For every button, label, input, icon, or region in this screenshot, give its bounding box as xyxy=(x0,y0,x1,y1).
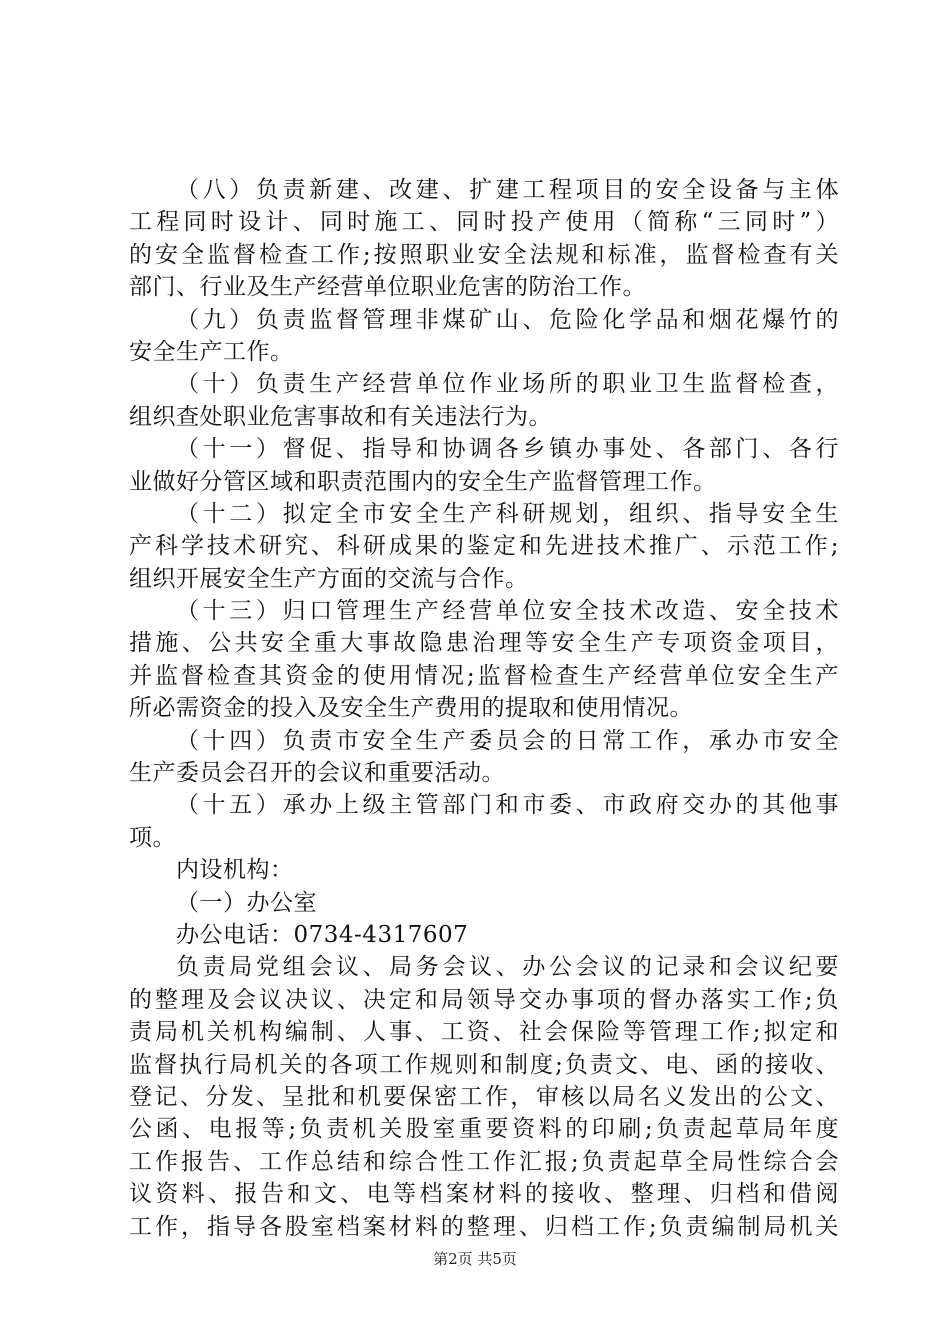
paragraph-line: （八）负责新建、改建、扩建工程项目的安全设备与主体 xyxy=(176,177,839,203)
paragraph-line: 负责局党组会议、局务会议、办公会议的记录和会议纪要 xyxy=(176,954,839,981)
paragraph-line: 工程同时设计、同时施工、同时投产使用（简称“三同时”） xyxy=(129,209,839,236)
paragraph-line: 责局机关机构编制、人事、工资、社会保险等管理工作;拟定和 xyxy=(129,1019,839,1046)
document-body xyxy=(129,174,839,1243)
paragraph-line: 并监督检查其资金的使用情况;监督检查生产经营单位安全生产 xyxy=(129,662,839,689)
paragraph-line: 措施、公共安全重大事故隐患治理等安全生产专项资金项目， xyxy=(129,630,839,657)
paragraph-line: 公函、电报等;负责机关股室重要资料的印刷;负责起草局年度 xyxy=(129,1116,839,1143)
office-phone: 办公电话：0734-4317607 xyxy=(176,921,469,948)
paragraph-line: 业做好分管区域和职责范围内的安全生产监督管理工作。 xyxy=(129,468,717,495)
paragraph-line: （九）负责监督管理非煤矿山、危险化学品和烟花爆竹的 xyxy=(176,306,839,333)
subsection-heading: （一）办公室 xyxy=(176,889,317,916)
paragraph-line: 组织开展安全生产方面的交流与合作。 xyxy=(129,565,529,592)
paragraph-line: （十四）负责市安全生产委员会的日常工作，承办市安全 xyxy=(176,727,839,754)
paragraph-line: （十五）承办上级主管部门和市委、市政府交办的其他事 xyxy=(176,792,839,819)
paragraph-line: 工作，指导各股室档案材料的整理、归档工作;负责编制局机关 xyxy=(129,1213,839,1240)
paragraph-line: 登记、分发、呈批和机要保密工作，审核以局名义发出的公文、 xyxy=(129,1083,839,1110)
paragraph-line: 议资料、报告和文、电等档案材料的接收、整理、归档和借阅 xyxy=(129,1181,839,1208)
paragraph-line: 的整理及会议决议、决定和局领导交办事项的督办落实工作;负 xyxy=(129,986,839,1013)
paragraph-line: 的安全监督检查工作;按照职业安全法规和标准，监督检查有关 xyxy=(129,241,839,268)
paragraph-line: 产科学技术研究、科研成果的鉴定和先进技术推广、示范工作; xyxy=(129,533,839,560)
section-heading: 内设机构： xyxy=(176,857,294,884)
paragraph-line: 工作报告、工作总结和综合性工作汇报;负责起草全局性综合会 xyxy=(129,1148,839,1175)
paragraph-line: 生产委员会召开的会议和重要活动。 xyxy=(129,760,505,787)
paragraph-line: 部门、行业及生产经营单位职业危害的防治工作。 xyxy=(129,274,646,301)
paragraph-line: （十二）拟定全市安全生产科研规划，组织、指导安全生 xyxy=(176,500,839,527)
paragraph-line: （十）负责生产经营单位作业场所的职业卫生监督检查， xyxy=(176,371,839,398)
paragraph-line: 项。 xyxy=(129,824,176,851)
paragraph-line: （十一）督促、指导和协调各乡镇办事处、各部门、各行 xyxy=(176,436,839,463)
paragraph-line: 监督执行局机关的各项工作规则和制度;负责文、电、函的接收、 xyxy=(129,1051,839,1078)
paragraph-line: 安全生产工作。 xyxy=(129,338,294,365)
paragraph-line: （十三）归口管理生产经营单位安全技术改造、安全技术 xyxy=(176,598,839,625)
page-footer: 第2页 共5页 xyxy=(433,1250,517,1268)
paragraph-line: 组织查处职业危害事故和有关违法行为。 xyxy=(129,403,552,430)
paragraph-line: 所必需资金的投入及安全生产费用的提取和使用情况。 xyxy=(129,695,693,722)
